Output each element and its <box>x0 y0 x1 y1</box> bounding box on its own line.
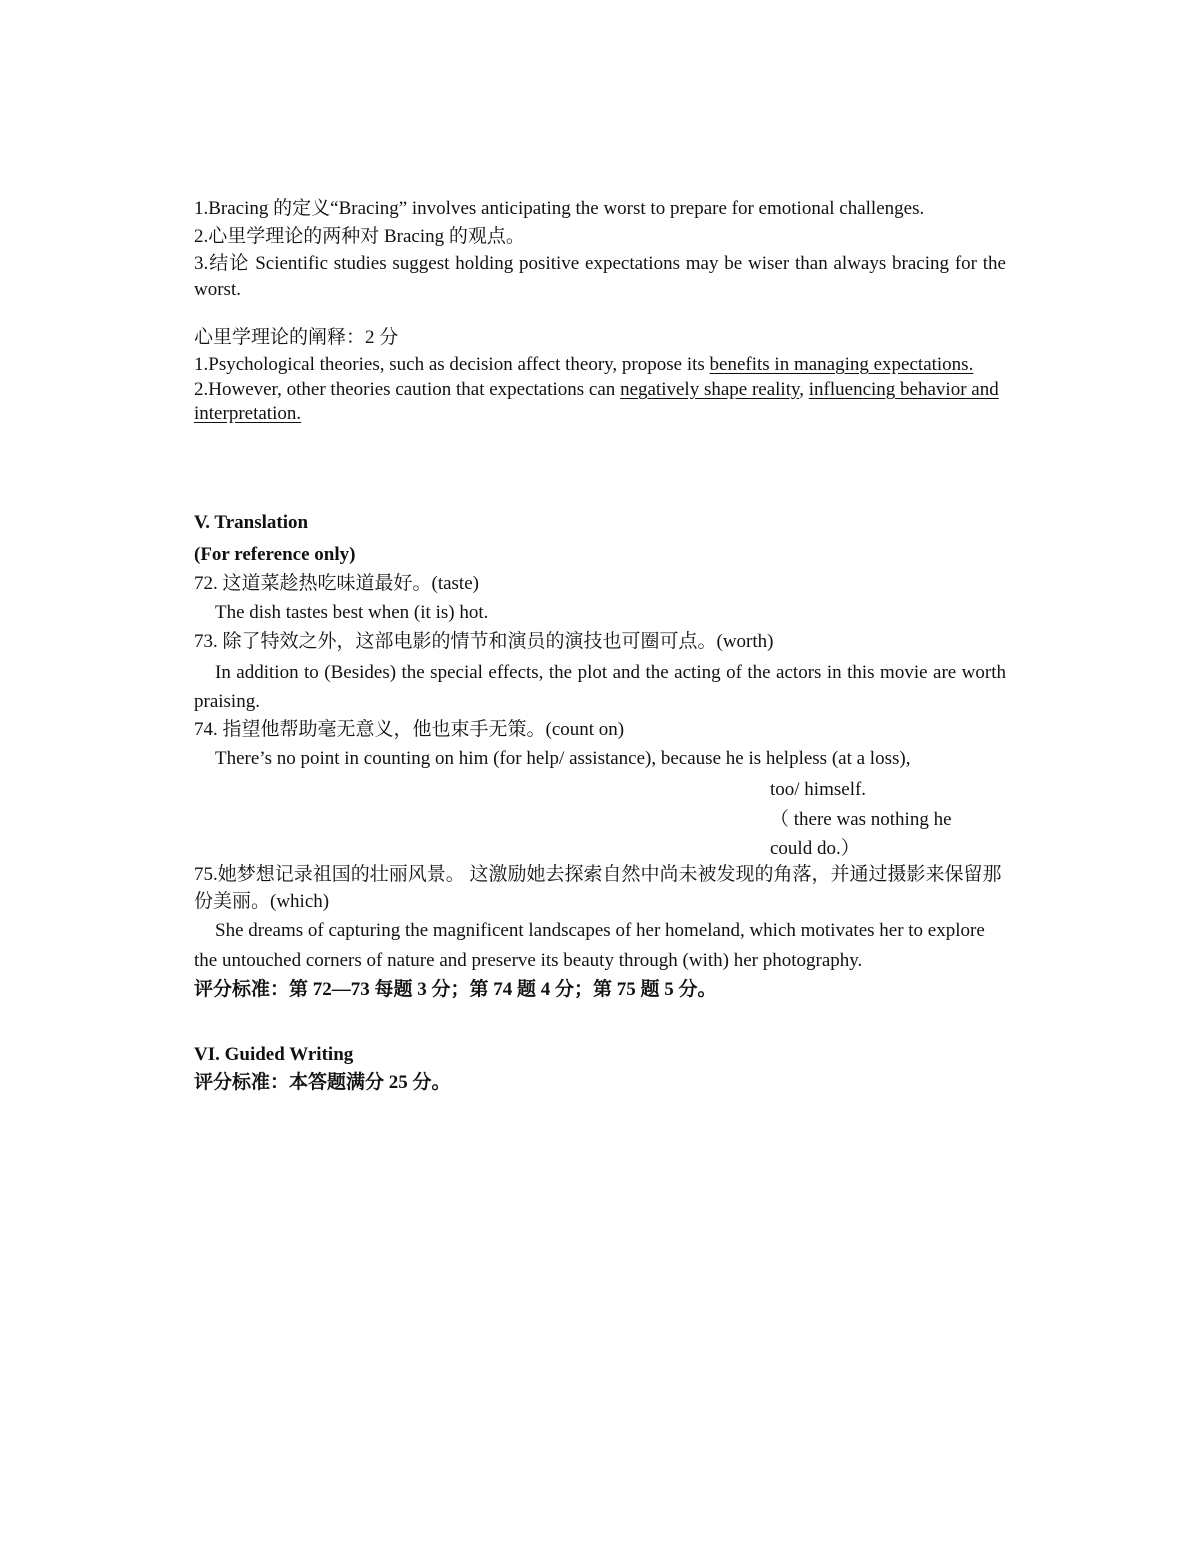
section-title-writing: VI. Guided Writing <box>194 1044 354 1065</box>
question-72: 72. 这道菜趁热吃味道最好。(taste) <box>194 573 479 594</box>
theory-point-1 <box>194 353 1006 377</box>
writing-scoring: 评分标准：本答题满分 25 分。 <box>194 1072 451 1093</box>
answer-74-continued-2: （ there was nothing he <box>770 809 952 830</box>
theory-point-2 <box>194 378 1006 426</box>
outline-line-1: 1.Bracing 的定义“Bracing” involves anticipating the worst to prepare for emotional challenges. <box>194 198 925 219</box>
theory-heading: 心里学理论的阐释：2 分 <box>194 327 399 348</box>
theory-point-2-underlined-1: negatively shape reality <box>620 379 800 400</box>
question-74: 74. 指望他帮助毫无意义，他也束手无策。(count on) <box>194 719 625 740</box>
answer-75: She dreams of capturing the magnificent landscapes of her homeland, which motivates her to explore the untouched corners of nature and preserve its beauty through (with) her photography. <box>194 920 985 971</box>
theory-point-1-underlined: benefits in managing expectations. <box>709 354 974 375</box>
translation-scoring: 评分标准：第 72—73 每题 3 分；第 74 题 4 分；第 75 题 5 分。 <box>194 979 717 1000</box>
answer-73: In addition to (Besides) the special effects, the plot and the acting of the actors in this movie are worth praising. <box>194 662 1006 712</box>
answer-74-continued-3: could do.） <box>770 838 860 859</box>
theory-block <box>194 326 1006 426</box>
outline-line-3: 3.结论 Scientific studies suggest holding positive expectations may be wiser than always bracing for the worst. <box>194 253 1006 300</box>
question-75: 75.她梦想记录祖国的壮丽风景。 这激励她去探索自然中尚未被发现的角落，并通过摄影来保留那份美丽。(which) <box>194 864 1002 912</box>
theory-point-2-text: 2.However, other theories caution that expectations can <box>194 379 621 400</box>
outline-block <box>194 195 1006 303</box>
section-title-translation: V. Translation <box>194 512 309 533</box>
answer-74: There’s no point in counting on him (for help/ assistance), because he is helpless (at a loss), <box>215 748 911 769</box>
answer-72: The dish tastes best when (it is) hot. <box>215 602 489 623</box>
answer-74-continued-1: too/ himself. <box>770 779 867 800</box>
theory-point-2-comma: , <box>799 379 809 400</box>
question-73: 73. 除了特效之外，这部电影的情节和演员的演技也可圈可点。(worth) <box>194 631 774 652</box>
reference-note: (For reference only) <box>194 544 356 565</box>
outline-line-2: 2.心里学理论的两种对 Bracing 的观点。 <box>194 226 525 247</box>
theory-point-1-text: 1.Psychological theories, such as decision affect theory, propose its <box>194 354 710 375</box>
theory-point-2-underlined-2: influencing behavior and interpretation. <box>194 379 999 424</box>
